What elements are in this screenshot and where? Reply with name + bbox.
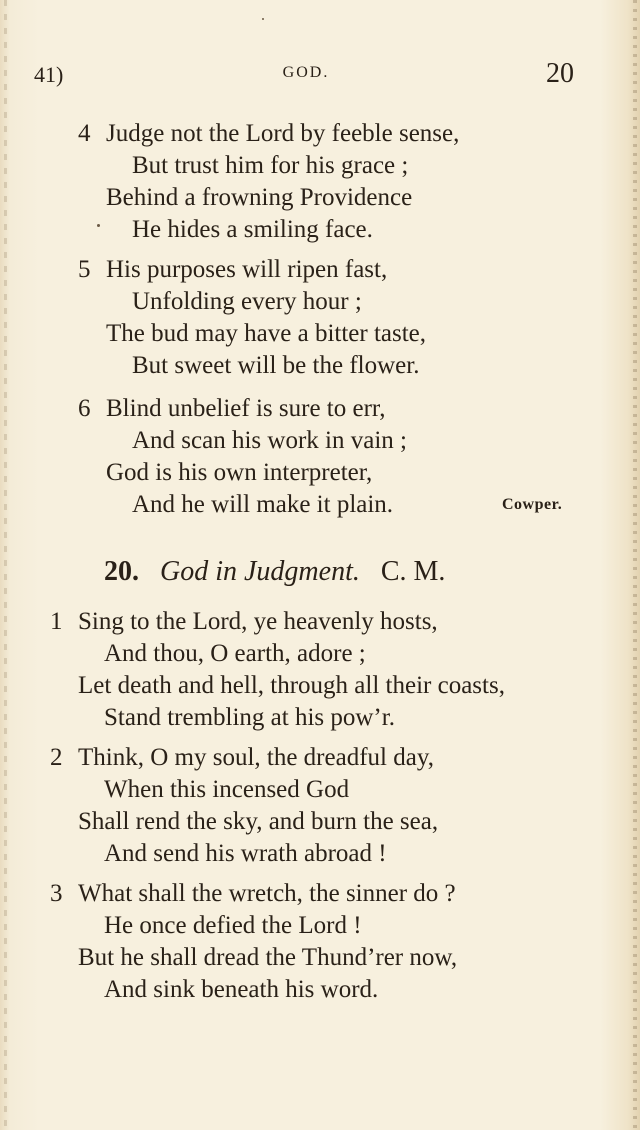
- verse-line: And he will make it plain.: [132, 491, 394, 518]
- verse-line: And sink beneath his word.: [104, 976, 379, 1003]
- verse-line: And scan his work in vain ;: [132, 427, 407, 454]
- running-title: GOD.: [282, 64, 330, 81]
- stanza-number: 5: [78, 256, 91, 283]
- verse-line: But sweet will be the flower.: [132, 352, 420, 379]
- verse-line: Unfolding every hour ;: [132, 288, 362, 315]
- stanza-number: 2: [50, 744, 63, 771]
- page-right-edge: [633, 0, 637, 1130]
- stanza-number: 1: [50, 608, 63, 635]
- verse-line: Let death and hell, through all their coasts,: [78, 672, 505, 699]
- stanza-number: 6: [78, 395, 91, 422]
- verse-line: And send his wrath abroad !: [104, 840, 387, 867]
- verse-line: Behind a frowning Providence: [106, 184, 413, 211]
- ink-speck: [97, 224, 100, 227]
- verse-line: Shall rend the sky, and burn the sea,: [78, 808, 439, 835]
- verse-line: But he shall dread the Thund’rer now,: [78, 944, 458, 971]
- hymn-title: God in Judgment.: [160, 556, 360, 587]
- verse-line: Sing to the Lord, ye heavenly hosts,: [78, 608, 438, 635]
- verse-line: Stand trembling at his pow’r.: [104, 704, 395, 731]
- verse-line: He hides a smiling face.: [132, 216, 373, 243]
- verse-line: What shall the wretch, the sinner do ?: [78, 880, 456, 907]
- stanza-number: 4: [78, 120, 91, 147]
- verse-line: God is his own interpreter,: [106, 459, 373, 486]
- ink-speck: [262, 18, 264, 20]
- page-header: [0, 58, 640, 98]
- hymn-meter: C. M.: [380, 556, 446, 587]
- verse-line: Blind unbelief is sure to err,: [106, 395, 386, 422]
- verse-line: The bud may have a bitter taste,: [106, 320, 427, 347]
- header-left-mark: 41): [34, 62, 64, 87]
- page-number: 20: [546, 58, 574, 89]
- verse-line: When this incensed God: [104, 776, 350, 803]
- hymn-heading: [104, 556, 445, 588]
- author-attribution: Cowper.: [502, 496, 563, 513]
- hymn-number: 20.: [104, 556, 139, 587]
- verse-line: He once defied the Lord !: [104, 912, 362, 939]
- verse-line: Think, O my soul, the dreadful day,: [78, 744, 434, 771]
- verse-line: Judge not the Lord by feeble sense,: [106, 120, 460, 147]
- page-left-edge: [4, 0, 7, 1130]
- verse-line: His purposes will ripen fast,: [106, 256, 388, 283]
- stanza-number: 3: [50, 880, 63, 907]
- verse-line: But trust him for his grace ;: [132, 152, 409, 179]
- verse-line: And thou, O earth, adore ;: [104, 640, 366, 667]
